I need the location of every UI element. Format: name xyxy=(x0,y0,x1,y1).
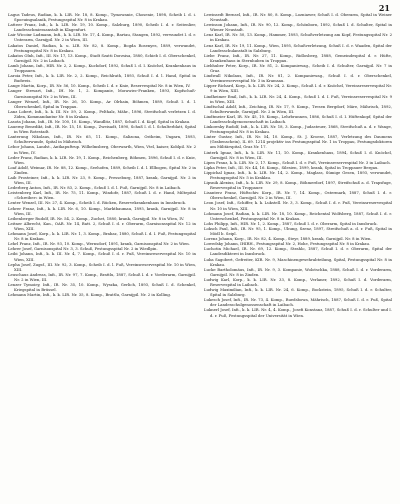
list-item: Leistenberg Karl, Infi., IR. Nr. 75, 11. Komp., Windofe, 1887, Schuß I. d. r. Hand, Miltepital »Schreiber« in Wien. xyxy=(8,190,196,201)
list-item: Lagus Tadeus, Radian, k. k. LIR. Nr. 18, 8. Komp., Tymowanie, Chosenie, 1898, Scheib I. d. i. Spoeuingsalanik, Festungsspital Nr. 8 in Krakau. xyxy=(8,12,196,23)
columns xyxy=(8,12,392,498)
list-item: Leibi Johann, Infi., k. k. III. Nr. 4, 7. Komp., Schuß I. d. r. Fuß, Vereinsreservespital Nr. 10 in Wien, XIII. xyxy=(8,251,196,262)
list-item: Loaf Adolf, Weimar, IR. Nr. 88, 12. Komp., Seehofen, 1889, Scheib I. d. l. Ellbogen, Spital Nr. 2 in Zinden. xyxy=(8,164,196,175)
list-item: Lehrer Josef, Garnisonspital Nr. 3, 3. Schuß, Festungsspital Nr. 2 in Wiedlpin. xyxy=(8,246,158,252)
list-item: Leitner Albrecht, Kan., OAR. Nr. 14, Batt. 2, Schuß I. d. r. Oberarm, Garnisonsspital Nr. 12 in Wien, XIII. xyxy=(8,220,196,231)
list-item: Liebhuber Peter, Korp., IR. Nr. 81, 2. Kompaniewag., Scheib I. d. Schulter, Garnijpil. Nr. 7 in Graz. xyxy=(204,62,392,74)
list-item: Liebe Franz, Infi., IR. Nr. 27, 11. Komp., Ridlosberg, 1888, Gemeindespital d. r. Hüfte, Krankenhaus in Sternhuben in Troppau. xyxy=(204,52,392,63)
list-item: Lindtmeier Karl, IR. Nr. 45, 10. Komp., Lehrbrunnen, 1886, Schuß I. d. I. Hüftenkopf, Spital der Landesschulgenossenschaft in Laibach. xyxy=(204,113,392,124)
list-item: Lanz Lobert, Infi., k. k. III. Nr. 59, 2. Komp., Pelthalz, Mähr., 1896, Streifschuß verletzen I. d. Ziden, Kommandantur Nr. 8 in Krakau. xyxy=(8,108,196,119)
list-item: Langer Wenzel, Infi., IR. Nr. 26, 10. Komp., Ar Olrhain, Böhmen, 1889, Schuß I. d. l. Oberschenkel, Spital in Trappau. xyxy=(8,98,196,109)
list-item: Lenzer Tymoiey, Infi., IR. Nr. 35, 10. Komp., Wyszka, Gerlich, 1893, Schuß I. d. Schenkel, Kriegspital in Brüssel. xyxy=(8,281,196,293)
list-item: Lipka Peter, Infi., III. Nr. 44, 16. Komp., Silesien, 1899, krank, Spital in Troppauer Bergau. xyxy=(204,164,379,170)
list-item: Lair Wicoinr Ladmann, Infi., k. k. LIR. Nr. 17, 4. Komp., Bartau, Stangen, 1892, verwundet I. d. r. Unterarm, Garnijpil. Nr. 2 in Wien, III. xyxy=(8,32,196,43)
list-item: Lenz Karl, IR. Nr. 50, 13. Komp., Hammer, 1893, Schußverletzung am Kopf, Festungsspital Nr. 2 in Krakau. xyxy=(204,32,392,43)
list-item: Lenter Wenzel, III. Nr. 27, 4. Komp., Scheib I. d. Rücken, Reservekrankenhaus in Innsbruck. xyxy=(8,200,186,206)
page-number: 21 xyxy=(378,3,390,13)
list-item: Lehrer Franz, Infi., k. k. LIR. Nr. 6, 10. Komp., Marktbaumau, 1895, krank, Garnijpil. Nr. 8 in Wien, III. xyxy=(8,205,196,216)
list-item: Lederberg Anton, Infi., IR. Nr. 83, 2. Komp., Schuß I. d. l. Fuß, Garnijpil. Nr. 8 in Laibach. xyxy=(8,185,182,191)
list-item: Lipper Richard, Korp., k. k. LIR. Nr. 24, 2. Komp., Schuß I. d. r. Knöchel, Vereinsreservespital Nr. 9 in Wien, XIII. xyxy=(204,83,392,94)
list-item: Lepha Josef, Zugsf., III. Nr. 92, 3. Komp., Scheib I. d. l. Fuß, Vereinsreservespital Nr. 10 in Wien, XIII. xyxy=(8,261,196,272)
list-item: Laroia Peter, Infi., k. k. LIR. Nr. 2, 2. Komp., Reichlrath, 1893, Schuß I. d. l. Hand, Spital in Budweis. xyxy=(8,73,196,84)
list-item: Lipen Franz, k. k. LIR. Nr. 2, 17. Komp., Schuß I. d. r. Fuß, Vereinsreservespital Nr. 3 in Laibach. xyxy=(204,159,391,165)
list-item: Ludwig Maximilian, Infi., k. k. LIR. Nr. 24, 6. Komp., Bockstein, 1895, Schuß I. d. r. Schulter, Spital in Salzburg. xyxy=(204,287,392,298)
list-item: Lukesch Josef, Infi., IR. Nr. 73, 4. Komp., Ruedsbowa, Mährisch, 1887, Schuß I. d. r. Fuß, Spital der Landesschulgenossenschaft in Laibach. xyxy=(204,297,392,308)
list-item: Lucke Bartholomäus, Infi., IR. Nr. 9, 3. Kompanie, Wolotschka, 1888, Schuß I. d. r. Vorderarm, Garnijpil. Nr. 8 in Zinden. xyxy=(204,266,392,277)
list-item: Lebor Johann, Landst., Antkapuftrup. Wilhelmsberg, Oberwarth, Wien, Vtel, kaiser, Koblpil. Nr. 2 in Wien, IV. xyxy=(8,144,196,155)
list-item: Lanterung Nikolaus, Infi., IR. Nr. 65, 11. Komp., Salizona, Ostheim, Ungarn, 1893, Schulterwunde, Spital in Mährisch. xyxy=(8,134,196,145)
list-item: Luchotin Michael, IR. Nr. 69, 12. Komp., Strahlo, 1887, Schuß I. d. r. Oberarm, Spital der Landesdikterei in Innsbruck. xyxy=(204,246,392,257)
list-item: Luknerl Josef, Infi., k. k. LIR. Nr. 4, 4. Komp., Josefi Konstanz, 1887, Schuß I. d. r. Schulter und I. d. r. Fuß, Festungsspital der Universität in Wien. xyxy=(204,307,392,318)
list-item: Lipsnik Alexius, Infi., k. k. LIR. Nr. 29, 8. Komp., Böhmerdorf, 1897, Streifschuß a. d. Trapsfuge, Reservespital in Troppauer. xyxy=(204,180,392,191)
list-item: Leibenberger Rudolf, IR. Nr. 54, 2. Komp., Zuchet, 1880, krank, Garnijpil. Nr. 8 in Wien, IV. xyxy=(8,215,185,221)
list-item: Lorenz Johann, Korp., IR. Nr. 82, 4. Komp., Steyr, 1889, krank, Garnijpil. Nr. 8 in Wien. xyxy=(204,236,372,242)
list-item: Laib Prosteiner, Infi., k. k. LIR. Nr. 23, 9. Komp., Presseburg, 1887, krank, Garnijpil. Nr. 2 in Wien, III. xyxy=(8,175,196,186)
list-item: Lehrl Franz, Infi., IR. Nr. 93, 10. Komp., Wernsdorf, 1891, krank, Garnisonspital Nr. 2 in Wien. xyxy=(8,241,190,247)
list-item: Lowedsky Johann, IHIRH., Festungsspital Nr. 2, Hohe, Festungsspital Nr. 8 in Krakau. xyxy=(204,241,371,247)
list-item: Luba Sagobert, Gefreiter, KIR. Nr. 9, Maschinengewehrabteilung, Spital, Festungsspital Nr. 8 in Krakau. xyxy=(204,256,392,267)
list-item: Lindwall Nikolaus, Infi., IR. Nr. 81, 2. Kompaniewag., Schuß I. d. r. Oberschenkel, Vereinsreservespital Nr. 3 in Kramsau. xyxy=(204,73,392,84)
list-item: Lasota Johann, Infi., IR. Nr. 100, 10. Komp., Wandlitz, 1887, Schuß I. d. Kopf, Spital in Krakau. xyxy=(8,118,191,124)
list-item: Lakatos Olnh, Infi., III. Nr. 17, 13. Komp., Stadt Szatti Dorzsisa, 1880, Schieb I. d. Oberschenkel, Garnijpil. Nr. 2 in Laibach. xyxy=(8,52,196,63)
list-item: Ludwig Karl, Korp., k. k. LIR. Nr. 33, 8. Komp., Verlaner, 1892, Schuß I. d. Vorderarm, Reservespital in Laibach. xyxy=(204,276,392,287)
list-item: Lakatos Daniel, Radian, k. u. LIR. Nr. 82, 8. Komp., Bogda Rosenyes, 1889, verwundet, Festungsspital Nr. 8 in Krakau. xyxy=(8,42,196,53)
list-item: Lenz Karl, IR. Nr. 19, 11. Komp., Wien, 1895, Schußverletzung, Schuß I. d. r. Waaden, Spital der Landesschulanstalt in Salzburg. xyxy=(204,42,392,53)
list-item: Langer Stewart, Infi., IH. Nr. 1, 2. Kompanie, Morawiec-Franken, 1893, Kopfschuß-Garnisonspital Nr. 2 in Wien, III. xyxy=(8,88,196,99)
list-item: Latteer Franz, Infi., k. k. LIR. Nr. 19, 10. Komp., Salzburg, 1890, Scheib I. d. r. Seitenlier, Landesschmiessanstalt in Klagenfurt. xyxy=(8,22,196,33)
list-item: Lindheimer Emil, Infi., k. k. LIR. Nr. 24, 4. Komp., Schuß I. d. I. Fuß, Vereinsreservespital Nr. 9 in Wien, XIII. xyxy=(204,93,392,104)
list-item: Lewinsedt Bernsel, Infi., IR. Nr. 80, 8. Komp., Lozniawer, Schuß I. d. Oberarm, Spital in Weiner Neustadt. xyxy=(204,12,392,23)
left-column xyxy=(8,12,196,498)
right-column xyxy=(204,12,392,498)
list-item: Lamb Johann, Infi., HIR. Nr. 2, 2. Komp., Kuchdorf, 1892, Schuß I. d. I. Knöchel, Krankenhaus in Troppauen. xyxy=(8,62,196,74)
list-item: Leder Franz, Radian, k. k. LIR. Nr. 19, 1. Komp., Reichenberg, Böhmen, 1896, Schuß I. d. r. Knie, Wien. xyxy=(8,154,196,165)
list-item: Lehmann Martin, Infi., k. k. LIR. Nr. 35, 8. Komp., Brattlu, Garnijpil. Nr. 2 in Kolling. xyxy=(8,292,172,298)
list-item: Lindtschal Adolf, Infi., Zeiching, IR. Nr. 17, 9. Komp., Tresen Bergdorf, Märe, Mährisch, 1892, Schulterwunde, Garnijpil. Nr. 2 in Wien, III. xyxy=(204,103,392,114)
list-item: Lohs Philipp, Infi., HIR. Nr. 1, 2. Komp., 1887, Schuß I. d. r. Oberarm, Spital in Innsbruck. xyxy=(204,220,378,226)
list-item: Linter Gustav, Infi., IR. Nr. 54, 10. Komp., St. J. Kroese, 1887, Verletzung des Daumens (Grabenschein), IL 69. 1214 projektiv ins Festungsspital Nr. 1 in Troppau, Festungsdoktoren am Militärspital, Graz Nr. 17. xyxy=(204,134,392,150)
list-item: Lehmann Josef, Korp., k. k. LIR. Nr. 1, 3. Komp., Brabaz, 1880, Schuß I. d. I. Fuß, Festungsspital Nr. 8 in Krakau. xyxy=(8,231,196,242)
list-item: Linkowsky Rudolf, Infi., k. k. LIR. Nr. 18, 3. Komp., Judasteuer, 1868, Streifschuß a. d. r. Wange, Festungsspital Nr. 8 in Krakau. xyxy=(204,124,392,135)
list-item: Leon Josef, Infi., Schiffer, k. k. Lukstell. Nr. 3, 3. Komp., Schuß I. d. r. Fuß, Vereinsreservespital Nr. 10 in Wien, XIII. xyxy=(204,200,392,211)
list-item: Lange Martin, Korp., IR. Nr. 56, 10. Komp., Scheib I. d. r. Knie, Reservespital Nr. 8 in Wien, IV. xyxy=(8,83,191,89)
list-item: Lisanterz Franz, Hüftschiv. Korp., IR. Nr. 7, 14. Komp., Ostermark, 1887, Schuß I. d. r. Oberschenkel, Garnijpil. Nr. 2 in Wien, III. xyxy=(204,190,392,201)
list-item: Loksch Paul, Infi., IR. Nr. 95, 1. Komp., Ubung, Szenz, 1897, Streifschuß a. d. r. Fuß, Spital in Mödl b. Seipl. xyxy=(204,225,392,237)
list-item: Lippichal Ignaz, Infi., k. k. LIR. Nr. 14, 2. Komp., Maglass, Sümige Gesen, 1893, verwundet, Festungsspital Nr. 5 in Kraklau. xyxy=(204,169,392,180)
list-item: Lauerny Benedikt, Infi., IR. Nr. 15, 10. Komp., Zweisadt, 1890, Schuß I. d. l. Schulterblatt, Spital in Wien Rotestadt. xyxy=(8,124,196,135)
list-item: Linterk Ignaz, Infi., k. k. LIR. Nr. 11, 10. Komp., Krankenhaus, 1894, Schuß I. d. Knöchel, Garnijpil. Nr. 8 in Wien, III. xyxy=(204,149,392,160)
list-item: Lohmann Josef, Radian, k. k. LIR. Nr. 18, 10. Komp., Reichental Wolfsberg, 1887, Schuß I. d. r. Unterschenkel, Festungsspital Nr. 8 in Krakau. xyxy=(204,210,392,221)
list-item: Lewinson Johann, Infi., IR. Nr. 90, 12. Komp., Schönborn, 1892, Schuß I. d. Schulter, Spital in Wiener Neustadt. xyxy=(204,22,392,33)
list-item: Leuschaus Andreas, Infi., IR. Nr. 97, 7. Komp., Brattlu, 1887, Schuß I. d. r. Vorderarm, Garnijpil. Nr. 2 in Wien, III. xyxy=(8,271,196,282)
